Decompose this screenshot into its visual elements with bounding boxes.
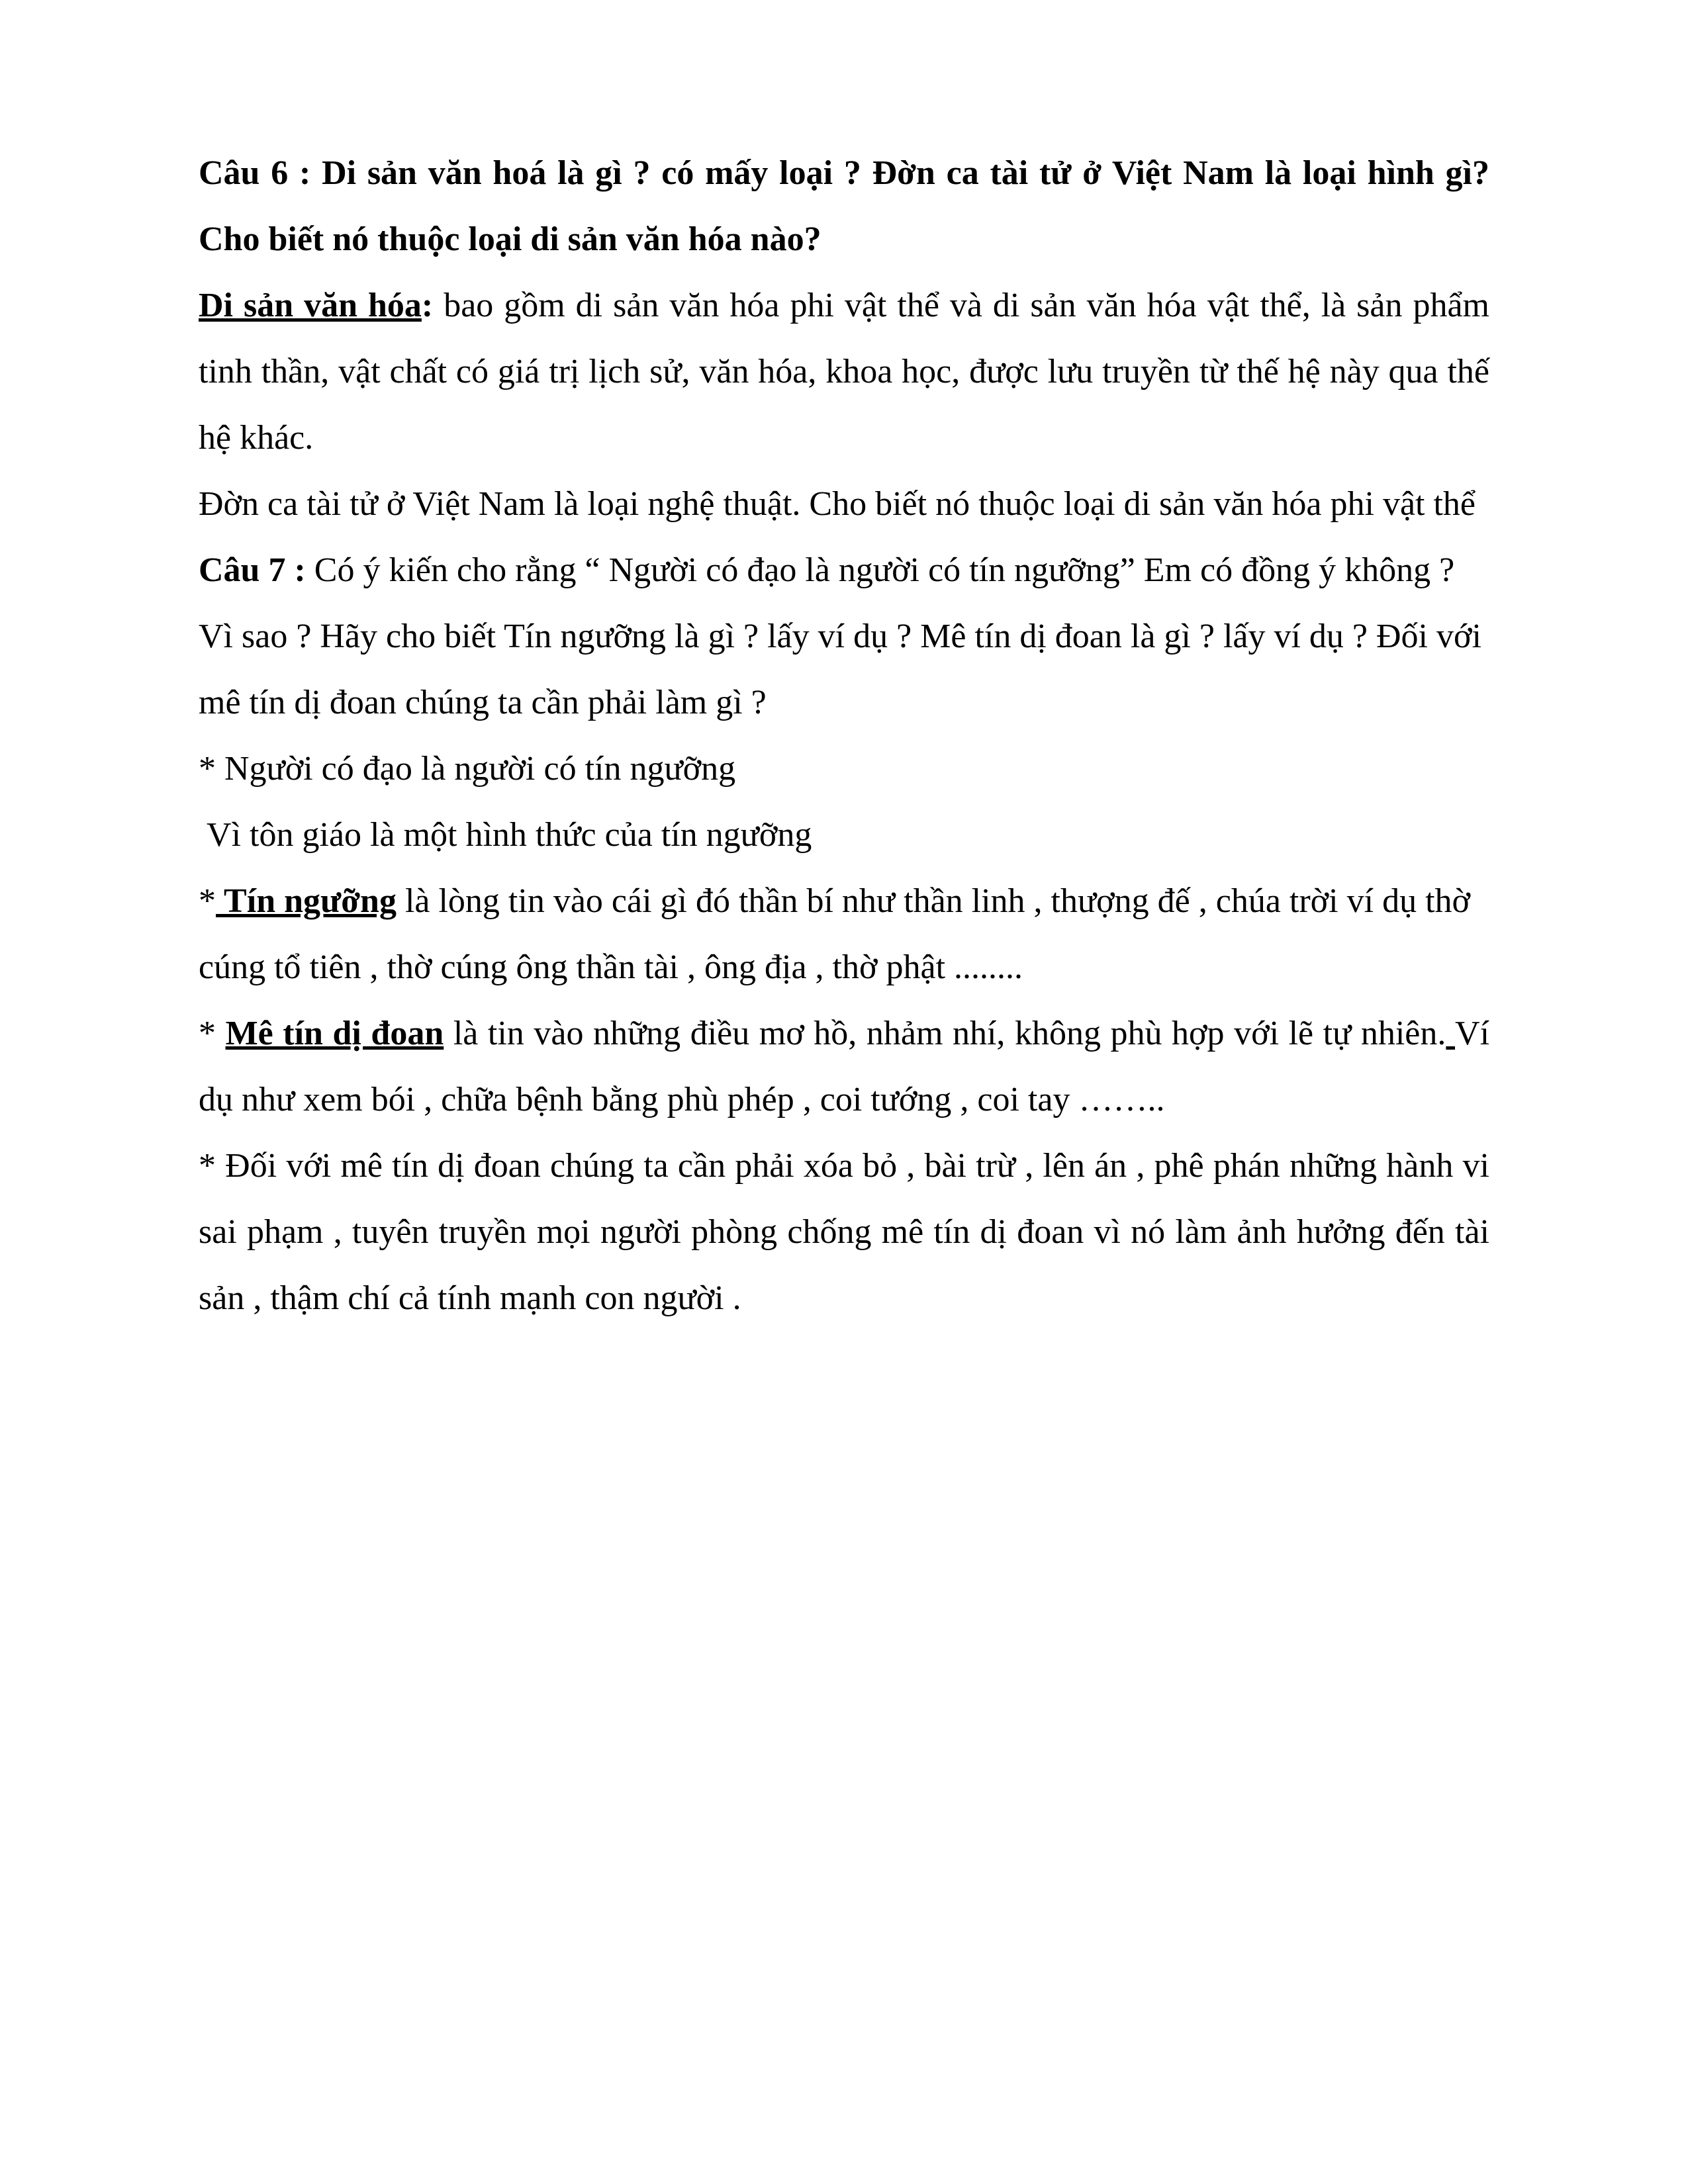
question-6-answer: Đờn ca tài tử ở Việt Nam là loại nghệ thuật. Cho biết nó thuộc loại di sản văn hóa phi vật thể — [199, 485, 1476, 523]
superstition-definition — [199, 1001, 1489, 1133]
question-6-heading: Câu 6 : Di sản văn hoá là gì ? có mấy loại ? Đờn ca tài tử ở Việt Nam là loại hình gì? Cho biết nó thuộc loại di sản văn hóa nào? — [199, 154, 1489, 258]
belief-definition — [199, 868, 1489, 1001]
religion-belief-reason: Vì tôn giáo là một hình thức của tín ngưỡng — [199, 816, 812, 854]
question-7-text: Có ý kiến cho rằng “ Người có đạo là người có tín ngưỡng” Em có đồng ý không ? Vì sao ? Hãy cho biết Tín ngưỡng là gì ? lấy ví dụ ? Mê tín dị đoan là gì ? lấy ví dụ ? Đối với mê tín dị đoan chúng ta cần phải làm gì ? — [199, 551, 1481, 721]
question-7-label: Câu 7 : — [199, 551, 306, 589]
religion-belief-claim: * Người có đạo là người có tín ngưỡng — [199, 750, 736, 788]
document-page — [199, 140, 1489, 1332]
superstition-bullet: * — [199, 1015, 226, 1052]
belief-bullet: * — [199, 882, 216, 920]
superstition-definition-text: là tin vào những điều mơ hồ, nhảm nhí, không phù hợp với lẽ tự nhiên. — [444, 1015, 1446, 1052]
cultural-heritage-definition-text: bao gồm di sản văn hóa phi vật thể và di sản văn hóa vật thể, là sản phẩm tinh thần, vật chất có giá trị lịch sử, văn hóa, khoa học, được lưu truyền từ thế hệ này qua thế hệ khác. — [199, 287, 1489, 457]
belief-definition-text: là lòng tin vào cái gì đó thần bí như thần linh , thượng đế , chúa trời ví dụ thờ cúng tổ tiên , thờ cúng ông thần tài , ông địa , thờ phật ........ — [199, 882, 1471, 986]
belief-term: Tín ngưỡng — [216, 882, 397, 920]
superstition-example-text: Ví dụ như xem bói , chữa bệnh bằng phù phép , coi tướng , coi tay …….. — [199, 1015, 1490, 1118]
cultural-heritage-term: Di sản văn hóa — [199, 287, 422, 324]
definition-colon: : — [421, 287, 434, 324]
superstition-term: Mê tín dị đoan — [225, 1015, 444, 1052]
cultural-heritage-definition — [199, 273, 1489, 471]
question-7-heading — [199, 537, 1489, 736]
superstition-action: * Đối với mê tín dị đoan chúng ta cần phải xóa bỏ , bài trừ , lên án , phê phán những hành vi sai phạm , tuyên truyền mọi người phòng chống mê tín dị đoan vì nó làm ảnh hưởng đến tài sản , thậm chí cả tính mạnh con người . — [199, 1147, 1489, 1317]
superstition-separator — [1446, 1015, 1455, 1052]
